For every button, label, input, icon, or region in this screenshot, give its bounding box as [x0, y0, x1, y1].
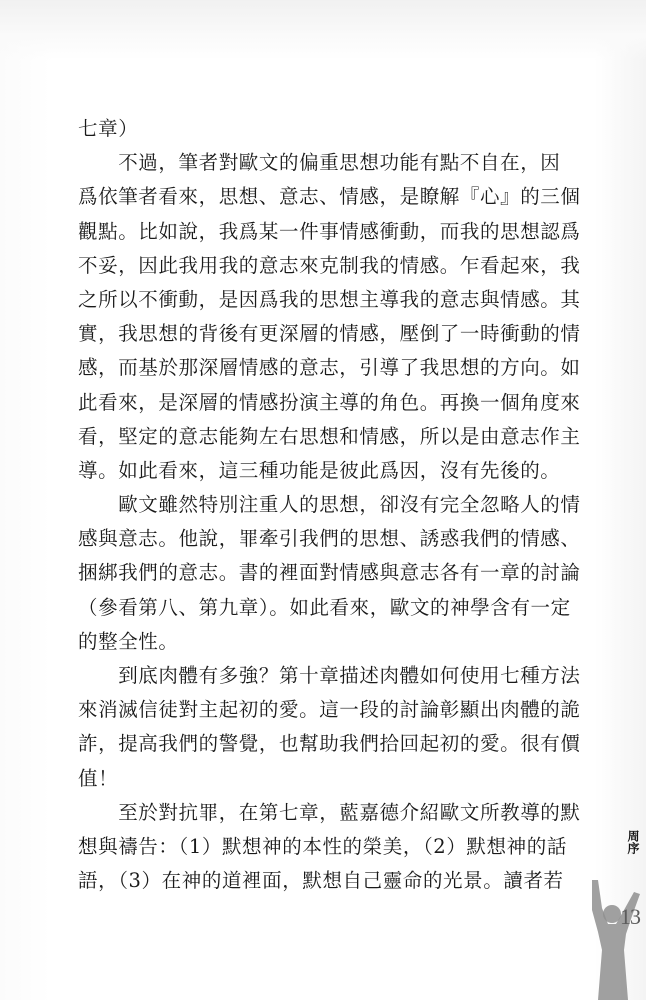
silhouette-shape: [592, 880, 640, 1000]
text-line: 值！: [78, 766, 119, 790]
body-text: [78, 112, 581, 898]
text-line: 感與意志。他說，罪牽引我們的思想、誘惑我們的情感、: [78, 527, 581, 551]
silhouette-head: [603, 905, 621, 923]
text-line: 捆綁我們的意志。書的裡面對情感與意志各有一章的討論: [78, 561, 581, 585]
text-line: 此看來，是深層的情感扮演主導的角色。再換一個角度來: [78, 390, 581, 414]
text-line: 感，而基於那深層情感的意志，引導了我思想的方向。如: [78, 356, 581, 380]
text-line: 實，我思想的背後有更深層的情感，壓倒了一時衝動的情: [78, 322, 581, 346]
text-line: 七章）: [78, 117, 139, 140]
text-line: 詐，提高我們的警覺，也幫助我們拾回起初的愛。很有價: [78, 732, 581, 756]
text-line: 看，堅定的意志能夠左右思想和情感，所以是由意志作主: [78, 424, 581, 448]
page-top-edge: [0, 0, 646, 60]
text-line: 至於對抗罪，在第七章，藍嘉德介紹歐文所教導的默: [78, 800, 581, 824]
text-line: 不妥，因此我用我的意志來克制我的情感。乍看起來，我: [78, 253, 581, 277]
text-line: （參看第八、第九章）。如此看來，歐文的神學含有一定: [78, 595, 571, 619]
text-line: 不過，筆者對歐文的偏重思想功能有點不自在，因: [78, 151, 561, 175]
text-line: 想與禱告：（1）默想神的本性的榮美，（2）默想神的話: [78, 834, 567, 858]
text-line: 爲依筆者看來，思想、意志、情感，是瞭解『心』的三個: [78, 185, 581, 209]
text-line: 來消滅信徒對主起初的愛。這一段的討論彰顯出肉體的詭: [78, 698, 581, 722]
section-side-label: 周序: [626, 830, 640, 854]
text-line: 到底肉體有多強？第十章描述肉體如何使用七種方法: [78, 664, 581, 687]
text-line: 觀點。比如說，我爲某一件事情感衝動，而我的思想認爲: [78, 219, 581, 243]
text-line: 導。如此看來，這三種功能是彼此爲因，沒有先後的。: [78, 458, 561, 482]
text-line: 之所以不衝動，是因爲我的思想主導我的意志與情感。其: [78, 287, 581, 311]
text-line: 語，（3）在神的道裡面，默想自己靈命的光景。讀者若: [78, 869, 564, 893]
page-number: 13: [620, 904, 640, 929]
raised-arms-silhouette-icon: [578, 880, 646, 1000]
text-line: 的整全性。: [78, 629, 179, 653]
text-line: 歐文雖然特別注重人的思想，卻沒有完全忽略人的情: [78, 493, 581, 517]
